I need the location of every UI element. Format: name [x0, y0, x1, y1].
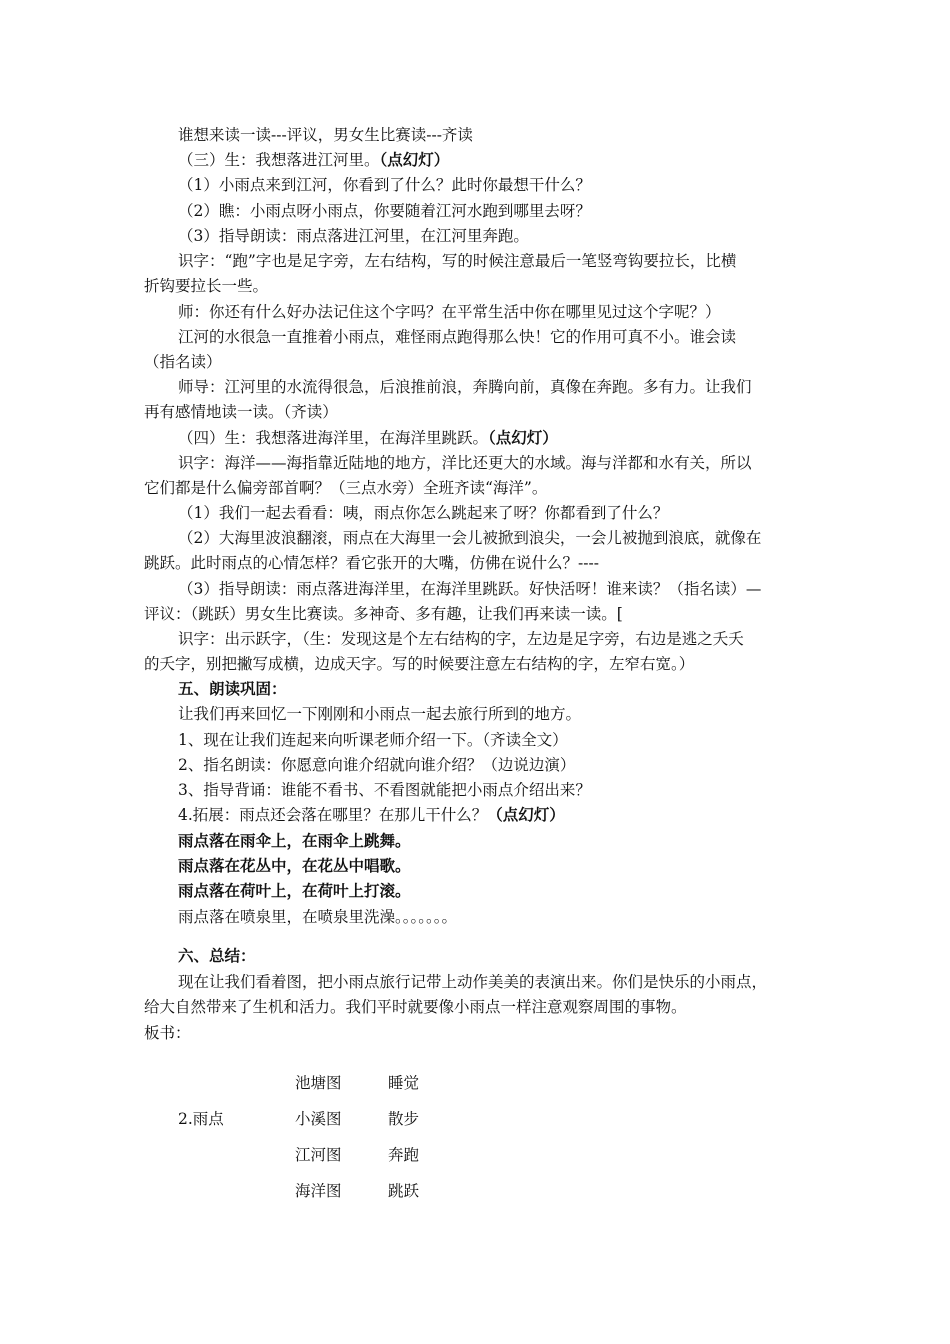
text-segment: 识字：海洋——海指靠近陆地的地方，洋比还更大的水域。海与洋都和水有关，所以 — [178, 454, 752, 472]
text-segment: （1）小雨点来到江河，你看到了什么？此时你最想干什么？ — [178, 176, 591, 194]
bold-text: 五、朗读巩固： — [178, 679, 287, 698]
bold-text: 雨点落在荷叶上，在荷叶上打滚。 — [178, 881, 411, 900]
text-segment: 识字：出示跃字，（生：发现这是个左右结构的字，左边是足字旁，右边是逃之夭夭 — [178, 630, 744, 648]
text-line — [178, 678, 287, 700]
text-line — [144, 996, 687, 1018]
text-line — [178, 729, 568, 751]
text-line — [178, 452, 752, 474]
text-line — [144, 653, 694, 675]
text-segment: 识字：“跑”字也是足字旁，左右结构，写的时候注意最后一笔竖弯钩要拉长，比横 — [178, 252, 737, 270]
board-action: 跳跃 — [388, 1182, 420, 1200]
board-action: 奔跑 — [388, 1146, 420, 1164]
bold-text: （点幻灯） — [487, 805, 565, 824]
text-segment: 4.拓展：雨点还会落在哪里？在那儿干什么？ — [178, 806, 488, 824]
text-segment: 师导：江河里的水流得很急，后浪推前浪，奔腾向前，真像在奔跑。多有力。让我们 — [178, 378, 752, 396]
text-segment: 1、现在让我们连起来向听课老师介绍一下。（齐读全文） — [178, 731, 568, 749]
text-segment: 再有感情地读一读。（齐读） — [144, 403, 338, 421]
text-segment: （1）我们一起去看看：咦，雨点你怎么跳起来了呀？你都看到了什么？ — [178, 504, 669, 522]
text-line — [144, 477, 547, 499]
text-segment: 让我们再来回忆一下刚刚和小雨点一起去旅行所到的地方。 — [178, 705, 582, 723]
text-line — [178, 326, 736, 348]
bold-text: （点幻灯） — [488, 428, 558, 447]
text-line — [178, 149, 449, 171]
text-line — [144, 275, 268, 297]
text-segment: （三）生：我想落进江河里。 — [178, 151, 380, 169]
text-segment: 折钩要拉长一些。 — [144, 277, 269, 295]
text-line — [178, 855, 411, 877]
text-segment: 给大自然带来了生机和活力。我们平时就要像小雨点一样注意观察周围的事物。 — [144, 998, 687, 1016]
text-line — [178, 971, 767, 993]
text-segment: 雨点落在喷泉里，在喷泉里洗澡。。。。。。。 — [178, 908, 458, 926]
text-line — [144, 401, 338, 423]
text-line — [178, 427, 558, 449]
bold-text: 雨点落在雨伞上，在雨伞上跳舞。 — [178, 831, 411, 850]
text-line — [178, 703, 581, 725]
text-line — [178, 250, 736, 272]
bold-text: 雨点落在花丛中，在花丛中唱歌。 — [178, 856, 411, 875]
text-line — [178, 754, 575, 776]
text-line — [178, 527, 761, 549]
board-place: 小溪图 — [295, 1110, 342, 1128]
text-line — [144, 552, 599, 574]
text-segment: 它们都是什么偏旁部首啊？（三点水旁）全班齐读“海洋”。 — [144, 479, 548, 497]
text-segment: （3）指导朗读：雨点落进江河里，在江河里奔跑。 — [178, 227, 529, 245]
text-segment: 评议：（跳跃）男女生比赛读。多神奇、多有趣，让我们再来读一读。[ — [144, 605, 623, 623]
board-action: 睡觉 — [388, 1074, 420, 1092]
text-segment: 跳跃。此时雨点的心情怎样？看它张开的大嘴，仿佛在说什么？---- — [144, 554, 599, 572]
board-place: 池塘图 — [295, 1074, 342, 1092]
text-segment: 的夭字，别把撇写成横，边成天字。写的时候要注意左右结构的字，左窄右宽。） — [144, 655, 695, 673]
board-action: 散步 — [388, 1110, 420, 1128]
text-segment: （3）指导朗读：雨点落进海洋里，在海洋里跳跃。好快活呀！谁来读？（指名读）— — [178, 580, 762, 598]
text-segment: （2）瞧：小雨点呀小雨点，你要随着江河水跑到哪里去呀？ — [178, 202, 591, 220]
text-segment: 谁想来读一读---评议，男女生比赛读---齐读 — [178, 126, 473, 144]
text-line — [178, 804, 565, 826]
text-line — [178, 578, 761, 600]
text-segment: （四）生：我想落进海洋里，在海洋里跳跃。 — [178, 429, 489, 447]
text-line — [178, 174, 591, 196]
board-title: 2.雨点 — [178, 1110, 224, 1128]
text-line — [178, 906, 457, 928]
text-line — [178, 124, 473, 146]
text-line — [178, 225, 529, 247]
text-line — [178, 628, 744, 650]
text-segment: 板书： — [144, 1024, 191, 1042]
text-segment: 2、指名朗读：你愿意向谁介绍就向谁介绍？（边说边演） — [178, 756, 576, 774]
bold-text: （点幻灯） — [379, 150, 450, 169]
text-line — [144, 1022, 191, 1044]
text-line — [178, 200, 591, 222]
text-segment: （指名读） — [144, 353, 222, 371]
text-line — [178, 880, 411, 902]
text-segment: 师：你还有什么好办法记住这个字吗？在平常生活中你在哪里见过这个字呢？） — [178, 303, 721, 321]
text-line — [178, 830, 411, 852]
bold-text: 六、总结： — [178, 946, 256, 965]
board-place: 海洋图 — [295, 1182, 342, 1200]
text-line — [178, 301, 721, 323]
text-segment: 3、指导背诵：谁能不看书、不看图就能把小雨点介绍出来？ — [178, 781, 591, 799]
text-line — [144, 351, 222, 373]
board-place: 江河图 — [295, 1146, 342, 1164]
text-segment: 江河的水很急一直推着小雨点，难怪雨点跑得那么快！它的作用可真不小。谁会读 — [178, 328, 737, 346]
text-line — [178, 779, 591, 801]
text-segment: （2）大海里波浪翻滚，雨点在大海里一会儿被掀到浪尖，一会儿被抛到浪底，就像在 — [178, 529, 762, 547]
text-line — [178, 502, 668, 524]
text-segment: 现在让我们看着图，把小雨点旅行记带上动作美美的表演出来。你们是快乐的小雨点， — [178, 973, 768, 991]
text-line — [144, 603, 623, 625]
text-line — [178, 376, 752, 398]
text-line — [178, 945, 256, 967]
